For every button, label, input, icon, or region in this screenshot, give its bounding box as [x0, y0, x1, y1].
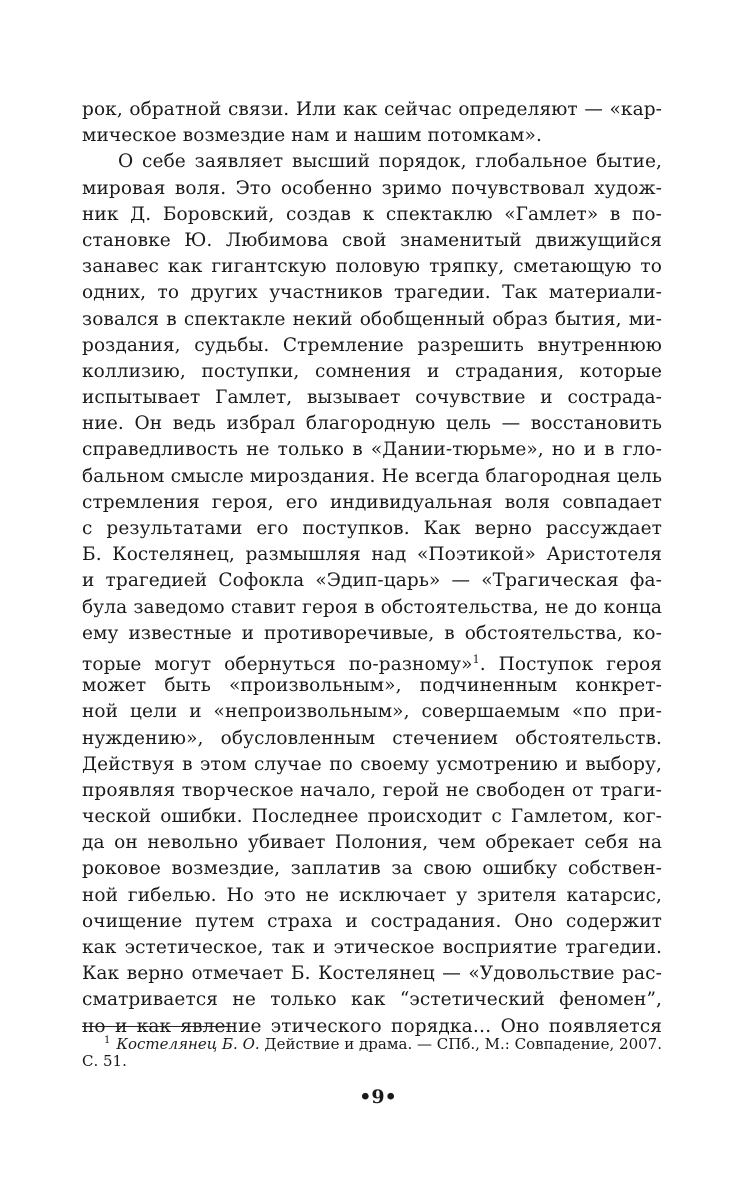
text-line: очищение путем страха и сострадания. Оно содержит — [82, 910, 662, 932]
text-line: ной цели и «непроизвольным», совершаемым «по при- — [82, 701, 662, 723]
text-line: нуждению», обусловленным стечением обстоятельств. — [82, 727, 662, 749]
text-line: одних, то других участников трагедии. Так материали- — [82, 282, 662, 304]
body-text — [82, 97, 662, 1040]
footnote-text: Действие и драма. — СПб., М.: Совпадение, 2007. — [259, 1035, 662, 1053]
text-fragment: . Поступок героя — [479, 653, 662, 675]
text-line: мировая воля. Это особенно зримо почувствовал худож- — [82, 177, 662, 199]
text-line: Как верно отмечает Б. Костелянец — «Удовольствие рас- — [82, 963, 662, 985]
footnote-divider — [82, 1026, 234, 1027]
text-line: О себе заявляет высший порядок, глобальное бытие, — [118, 151, 662, 173]
text-line: справедливость не только в «Дании-тюрьме», но и в гло- — [82, 439, 662, 461]
text-line: Б. Костелянец, размышляя над «Поэтикой» Аристотеля — [82, 544, 662, 566]
text-line: ческой ошибки. Последнее происходит с Гамлетом, ког- — [82, 806, 662, 828]
page-number: •9• — [359, 1086, 397, 1108]
text-line: зовался в спектакле некий обобщенный образ бытия, ми- — [82, 308, 662, 330]
text-line: ние. Он ведь избрал благородную цель — восстановить — [82, 413, 662, 435]
text-line — [82, 647, 662, 673]
text-line: занавес как гигантскую половую тряпку, сметающую то — [82, 256, 662, 278]
text-line: с результатами его поступков. Как верно рассуждает — [82, 518, 662, 539]
footnote-line — [82, 1030, 662, 1051]
footnote-author: Костелянец Б. О. — [116, 1035, 260, 1053]
text-line: коллизию, поступки, сомнения и страдания, которые — [82, 360, 662, 382]
text-line: ему известные и противоречивые, в обстоятельства, ко- — [82, 622, 662, 644]
text-line: Действуя в этом случае по своему усмотрению и выбору, — [82, 753, 662, 775]
text-line: может быть «произвольным», подчиненным конкрет- — [82, 675, 662, 697]
text-line: роковое возмездие, заплатив за свою ошибку собствен- — [82, 858, 662, 880]
text-line: ной гибелью. Но это не исключает у зрителя катарсис, — [82, 884, 662, 906]
text-line: рок, обратной связи. Или как сейчас определяют — «кар- — [82, 99, 662, 120]
footnote-reference[interactable]: 1 — [472, 652, 480, 666]
text-line: ник Д. Боровский, создав к спектаклю «Гамлет» в по- — [82, 203, 662, 225]
text-line: проявляя творческое начало, герой не свободен от траги- — [82, 779, 662, 801]
text-line: становке Ю. Любимова свой знаменитый движущийся — [82, 229, 662, 251]
text-line: да он невольно убивает Полония, чем обрекает себя на — [82, 832, 662, 854]
text-line: испытывает Гамлет, вызывает сочувствие и сострада- — [82, 387, 662, 409]
text-fragment: торые могут обернуться по-разному» — [82, 653, 473, 675]
text-line: и трагедией Софокла «Эдип-царь» — «Трагическая фа- — [82, 570, 662, 592]
text-line: как эстетическое, так и этическое восприятие трагедии. — [82, 937, 662, 958]
footnote — [82, 1030, 662, 1072]
footnote-line: С. 51. — [82, 1052, 127, 1070]
text-line: но и как явление этического порядка… Оно появляется — [82, 1015, 662, 1037]
text-line: сматривается не только как “эстетический феномен”, — [82, 989, 662, 1011]
text-line: роздания, судьбы. Стремление разрешить внутреннюю — [82, 334, 662, 356]
footnote-mark: 1 — [104, 1035, 111, 1046]
text-line: стремления героя, его индивидуальная воля совпадает — [82, 491, 662, 513]
text-line: мическое возмездие нам и нашим потомкам». — [82, 125, 542, 147]
text-line: бальном смысле мироздания. Не всегда благородная цель — [82, 465, 662, 487]
text-line: була заведомо ставит героя в обстоятельства, не до конца — [82, 596, 662, 618]
